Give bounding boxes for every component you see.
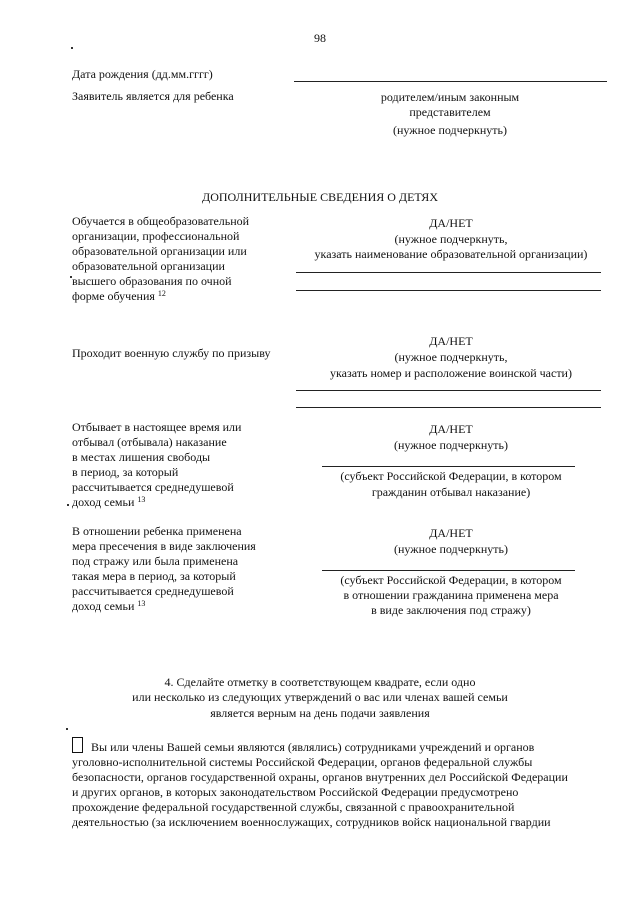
footnote-mark: 12 (157, 289, 166, 298)
education-org-line[interactable] (296, 290, 601, 291)
applicant-note: (нужное подчеркнуть) (393, 123, 507, 137)
military-unit-line[interactable] (296, 390, 601, 391)
statement-text (72, 740, 601, 830)
detention-label-line: под стражу или была применена (72, 554, 239, 568)
applicant-value-line1: родителем/иным законным (380, 90, 520, 104)
detention-label-line: рассчитывается среднедушевой (72, 584, 234, 598)
education-label (72, 214, 282, 304)
birth-date-label: Дата рождения (дд.мм.гггг) (72, 67, 213, 81)
detention-answer[interactable]: ДА/НЕТ (429, 526, 473, 540)
education-label-line: образовательной организации (72, 259, 225, 273)
detention-label-line: доход семьи (72, 599, 135, 613)
imprisonment-note: (нужное подчеркнуть) (394, 438, 508, 452)
footnote-mark: 13 (137, 495, 146, 504)
applicant-value-line2: представителем (409, 105, 491, 119)
detention-note: (нужное подчеркнуть) (394, 542, 508, 556)
scan-speck (70, 276, 72, 278)
imprisonment-label-line: в период, за который (72, 465, 179, 479)
detention-label-line: мера пресечения в виде заключения (72, 539, 256, 553)
imprisonment-answer[interactable]: ДА/НЕТ (429, 422, 473, 436)
section4-line1: 4. Сделайте отметку в соответствующем квадрате, если одно (164, 675, 476, 689)
military-note2: указать номер и расположение воинской части) (330, 366, 572, 380)
education-label-line: образовательной организации или (72, 244, 247, 258)
section4-line2: или несколько из следующих утверждений о вас или членах вашей семьи (132, 690, 508, 704)
imprisonment-label-line: Отбывает в настоящее время или (72, 420, 242, 434)
imprisonment-label-line: доход семьи (72, 495, 135, 509)
scan-speck (71, 47, 73, 49)
education-label-line: высшего образования по очной (72, 274, 232, 288)
imprisonment-label-line: в местах лишения свободы (72, 450, 211, 464)
education-label-line: организации, профессиональной (72, 229, 240, 243)
birth-date-line[interactable] (294, 81, 607, 82)
imprisonment-subject-line1: (субъект Российской Федерации, в котором (340, 469, 562, 483)
education-label-line: Обучается в общеобразовательной (72, 214, 250, 228)
education-note2: указать наименование образовательной организации) (314, 247, 588, 261)
military-answer[interactable]: ДА/НЕТ (429, 334, 473, 348)
statement-line: Вы или члены Вашей семьи являются (являлись) сотрудниками учреждений и органов (91, 740, 535, 754)
imprisonment-label-line: рассчитывается среднедушевой (72, 480, 234, 494)
imprisonment-label (72, 420, 282, 510)
military-label: Проходит военную службу по призыву (72, 346, 271, 360)
education-answer[interactable]: ДА/НЕТ (429, 216, 473, 230)
imprisonment-subject-line2: гражданин отбывал наказание) (371, 485, 531, 499)
detention-label (72, 524, 282, 614)
detention-subject-line2: в отношении гражданина применена мера (343, 588, 559, 602)
page-number: 98 (314, 31, 326, 45)
section4-line3: является верным на день подачи заявления (210, 706, 430, 720)
footnote-mark: 13 (137, 599, 146, 608)
education-note1: (нужное подчеркнуть, (394, 232, 508, 246)
statement-line: прохождение федеральной государственной службы, связанной с правоохранительной (72, 800, 515, 814)
statement-line: деятельностью (за исключением военнослужащих, сотрудников войск национальной гвардии (72, 815, 551, 829)
detention-subject-line3: в виде заключения под стражу) (371, 603, 531, 617)
statement-line: уголовно-исполнительной системы Российской Федерации, органов федеральной службы (72, 755, 533, 769)
detention-label-line: такая мера в период, за который (72, 569, 236, 583)
military-note1: (нужное подчеркнуть, (394, 350, 508, 364)
detention-region-line[interactable] (322, 570, 575, 571)
imprisonment-label-line: отбывал (отбывала) наказание (72, 435, 227, 449)
applicant-label: Заявитель является для ребенка (72, 89, 234, 103)
statement-line: и других органов, в которых законодательством Российской Федерации предусмотрено (72, 785, 519, 799)
imprisonment-region-line[interactable] (322, 466, 575, 467)
detention-subject-line1: (субъект Российской Федерации, в котором (340, 573, 562, 587)
scan-speck (67, 504, 69, 506)
education-org-line[interactable] (296, 272, 601, 273)
detention-label-line: В отношении ребенка применена (72, 524, 242, 538)
education-label-line: форме обучения (72, 289, 155, 303)
military-unit-line[interactable] (296, 407, 601, 408)
section-title: ДОПОЛНИТЕЛЬНЫЕ СВЕДЕНИЯ О ДЕТЯХ (202, 190, 438, 204)
statement-line: безопасности, органов государственной охраны, органов внутренних дел Российской Федерации (72, 770, 568, 784)
scan-speck (66, 728, 68, 730)
